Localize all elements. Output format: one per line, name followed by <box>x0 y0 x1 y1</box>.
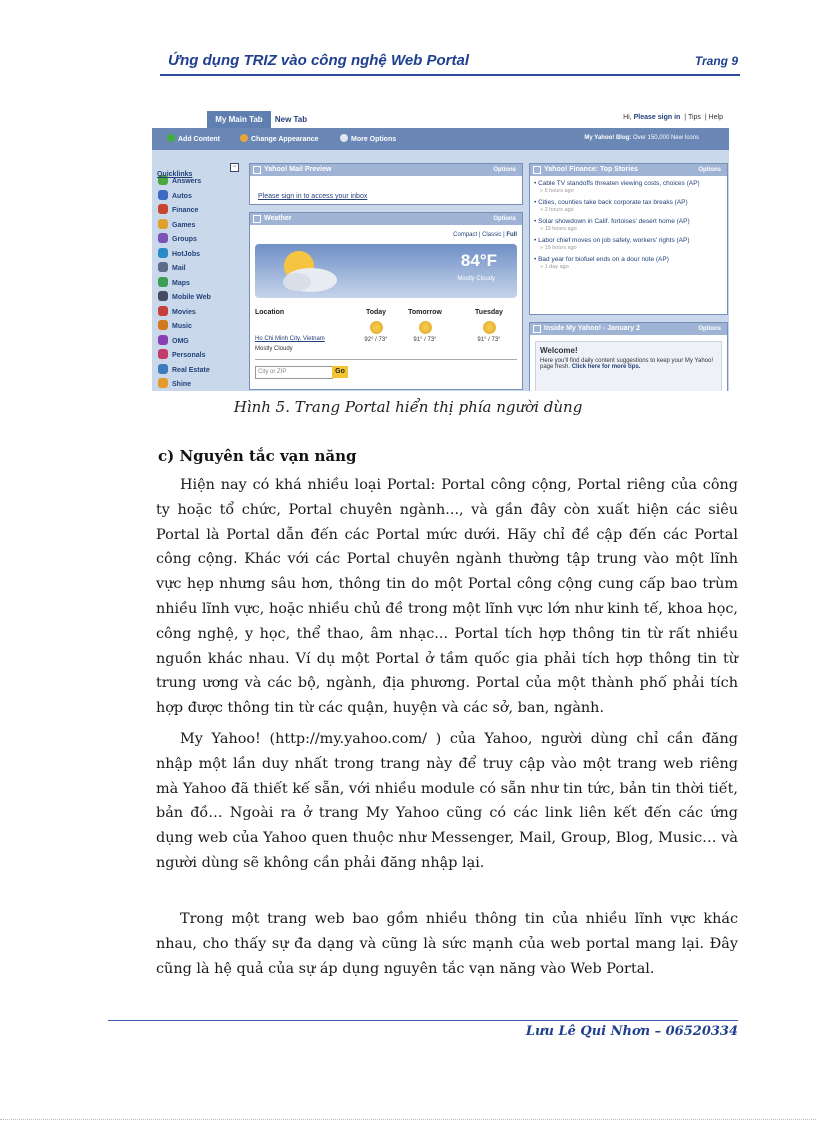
story-item[interactable] <box>534 255 723 270</box>
quicklinks-panel <box>152 163 242 391</box>
sun-cloud-icon <box>271 244 351 298</box>
quicklink-label: Real Estate <box>172 366 210 374</box>
quicklink-label: Finance <box>172 207 199 214</box>
story-item[interactable] <box>534 217 723 232</box>
quicklink-icon <box>158 349 168 359</box>
current-temp: 84°F <box>460 251 497 270</box>
quicklink-icon <box>158 248 168 258</box>
story-item[interactable] <box>534 236 723 251</box>
collapse-icon[interactable] <box>533 166 541 174</box>
quicklink-icon <box>158 219 168 229</box>
blog-notice[interactable]: My Yahoo! Blog: Over 150,000 New Icons <box>584 135 699 141</box>
story-item[interactable] <box>534 198 723 213</box>
plus-icon <box>167 134 175 142</box>
story-time: » 2 hours ago <box>540 207 574 213</box>
weather-icon <box>370 321 383 334</box>
quicklink-label: Mobile Web <box>172 294 211 301</box>
forecast-day <box>351 309 401 343</box>
go-button[interactable]: Go <box>332 366 348 378</box>
page-bottom-border <box>0 1119 816 1120</box>
quicklink-item[interactable] <box>152 335 242 350</box>
change-appearance-button[interactable]: Change Appearance <box>240 134 318 143</box>
quicklink-label: Autos <box>172 192 192 200</box>
quicklink-icon <box>158 378 168 388</box>
weather-options[interactable]: Options <box>493 216 516 222</box>
inside-panel: Inside My Yahoo! - January 2 Options Welcome! Here you'll find daily content suggestions to keep your My Yahoo! page fresh. Click here for more tips. <box>529 322 728 391</box>
quicklink-item[interactable] <box>152 378 242 391</box>
quicklink-item[interactable] <box>152 262 242 277</box>
gear-icon <box>340 134 348 142</box>
header-title: Ứng dụng TRIZ vào công nghệ Web Portal <box>168 52 470 69</box>
quicklink-icon <box>158 233 168 243</box>
quicklink-icon <box>158 204 168 214</box>
tips-link[interactable]: Tips <box>687 114 701 121</box>
quicklink-item[interactable] <box>152 233 242 248</box>
mail-signin-link[interactable]: Please sign in to access your inbox <box>258 193 368 200</box>
forecast-day <box>400 309 450 343</box>
welcome-text: Here you'll find daily content suggestions to keep your My Yahoo! page fresh. <box>540 358 714 370</box>
view-full[interactable]: Full <box>506 232 517 238</box>
story-headline[interactable]: • Solar showdown in Calif. fortoises' desert home (AP) <box>534 218 690 225</box>
story-time: » 19 hours ago <box>540 245 577 251</box>
quicklink-label: Shine <box>172 381 192 388</box>
quicklink-icon <box>158 262 168 272</box>
minimize-icon[interactable]: − <box>230 163 239 172</box>
quicklink-item[interactable] <box>152 306 242 321</box>
weather-banner <box>255 244 517 298</box>
weather-icon <box>483 321 496 334</box>
quicklink-label: Games <box>172 221 196 229</box>
current-condition: Mostly Cloudy <box>457 276 495 282</box>
tab-my-main[interactable]: My Main Tab <box>207 111 271 128</box>
story-time: » 5 hours ago <box>540 188 574 194</box>
paragraph-3: Trong một trang web bao gồm nhiều thông tin của nhiều lĩnh vực khác nhau, cho thấy sự đa dạng và cũng là sức mạnh của web portal mang lại. Đây cũng là hệ quả của sự áp dụng nguyên tắc vạn năng vào Web Portal. <box>156 911 738 977</box>
quicklink-label: Music <box>172 323 192 330</box>
quicklink-label: Mail <box>172 265 186 272</box>
location-condition: Mostly Cloudy <box>255 346 293 352</box>
quicklink-item[interactable] <box>152 219 242 234</box>
quicklink-label: Maps <box>172 279 190 287</box>
quicklink-item[interactable] <box>152 320 242 335</box>
quicklinks-title[interactable]: Quicklinks <box>157 171 193 178</box>
welcome-heading: Welcome! <box>540 346 578 355</box>
collapse-icon[interactable] <box>253 166 261 174</box>
portal-toolbar <box>152 128 729 150</box>
quicklink-label: HotJobs <box>172 250 200 258</box>
story-headline[interactable]: • Cities, counties take back corporate tax breaks (AP) <box>534 199 688 206</box>
mail-preview-panel: Yahoo! Mail Preview Options Please sign in to access your inbox <box>249 163 523 205</box>
collapse-icon[interactable] <box>253 215 261 223</box>
quicklink-icon <box>158 277 168 287</box>
header-rule <box>160 74 740 76</box>
zip-input[interactable]: City or ZIP <box>255 366 333 379</box>
forecast-day <box>464 309 514 343</box>
tab-new[interactable]: New Tab <box>274 115 308 124</box>
quicklink-label: Groups <box>172 236 197 243</box>
day-temps: 91° / 73° <box>413 337 437 343</box>
mail-options[interactable]: Options <box>493 167 516 173</box>
quicklink-label: Personals <box>172 352 206 359</box>
day-name: Tomorrow <box>408 309 442 316</box>
inside-options[interactable]: Options <box>698 326 721 332</box>
story-headline[interactable]: • Bad year for biofuel ends on a dour note (AP) <box>534 256 669 263</box>
signin-link[interactable]: Please sign in <box>633 114 681 121</box>
day-name: Tuesday <box>475 309 503 316</box>
quicklink-icon <box>158 320 168 330</box>
view-compact[interactable]: Compact <box>453 232 478 238</box>
quicklink-item[interactable] <box>152 364 242 379</box>
quicklink-label: OMG <box>172 337 189 345</box>
quicklink-icon <box>158 291 168 301</box>
figure-caption: Hình 5. Trang Portal hiển thị phía người dùng <box>233 398 583 416</box>
view-classic[interactable]: Classic <box>482 232 502 238</box>
quicklink-item[interactable] <box>152 277 242 292</box>
quicklink-item[interactable] <box>152 204 242 219</box>
quicklink-icon <box>158 306 168 316</box>
help-link[interactable]: Help <box>708 114 723 121</box>
paragraph-1: Hiện nay có khá nhiều loại Portal: Portal công cộng, Portal riêng của công ty hoặc tổ chức, Portal chuyên ngành..., và gần đây còn xuất hiện các siêu Portal là Portal dẫn đến các Portal mức dưới. Hãy chỉ đề cập đến các Portal công cộng. Khác với các Portal chuyên ngành thường tập trung vào một lĩnh vực hẹp nhưng sâu hơn, thông tin do một Portal công cộng cung cấp bao trùm nhiều lĩnh vực, hoặc nhiều chủ đề trong một lĩnh vực lớn như kinh tế, khoa học, công nghệ, y học, thể thao, âm nhạc... Portal tích hợp thông tin từ rất nhiều nguồn khác nhau. Ví dụ một Portal ở tầm quốc gia phải tích hợp thông tin từ trung ương và các bộ, ngành, địa phương. Portal của một thành phố phải tích hợp được thông tin từ các quận, huyện và các sở, ban, ngành. <box>156 477 738 717</box>
paragraph-2: My Yahoo! (http://my.yahoo.com/ ) của Yahoo, người dùng chỉ cần đăng nhập một lần duy nhất trong trang này để truy cập vào một trang web riêng mà Yahoo đã thiết kế sẵn, với nhiều module có sẵn như tin tức, bản tin thời tiết, bản đồ… Ngoài ra ở trang My Yahoo cũng có các link liên kết đến các ứng dụng web của Yahoo quen thuộc như Messenger, Mail, Group, Blog, Music… và người dùng sẽ không cần phải đăng nhập lại. <box>156 731 738 871</box>
weather-panel: Weather Options Compact | Classic | Full 84°F Mostly Cloudy Location Ho Chi Minh City, Vietnam Mostly Cloudy Today 92° / 73° Tomorrow 91° / 73° Tuesday 91° / 73° City or ZIP Go <box>249 212 523 390</box>
day-temps: 92° / 73° <box>364 337 388 343</box>
footer-author: Lưu Lê Qui Nhơn – 06520334 <box>525 1024 738 1039</box>
add-content-button[interactable]: Add Content <box>167 134 220 143</box>
finance-panel: Yahoo! Finance: Top Stories Options • Cable TV standoffs threaten viewing costs, choices (AP) » 5 hours ago • Cities, counties take back corporate tax breaks (AP) » 2 hours ago • Solar showdown in Calif. fortoises' desert home (AP) » 13 hours ago • Labor chief moves on job safety, workers' rights (AP) » 19 hours ago • Bad year for biofuel ends on a dour note (AP) » 1 day ago <box>529 163 728 315</box>
quicklink-item[interactable] <box>152 248 242 263</box>
footer-rule <box>108 1020 738 1021</box>
more-tips-link[interactable]: Click here for more tips. <box>571 364 641 370</box>
collapse-icon[interactable] <box>533 325 541 333</box>
story-time: » 13 hours ago <box>540 226 577 232</box>
weather-icon <box>419 321 432 334</box>
story-time: » 1 day ago <box>540 264 569 270</box>
location-link[interactable]: Ho Chi Minh City, Vietnam <box>255 336 325 342</box>
quicklink-item[interactable] <box>152 190 242 205</box>
day-temps: 91° / 73° <box>477 337 501 343</box>
quicklink-label: Movies <box>172 308 196 316</box>
signin-area: Hi, Please sign in | Tips | Help <box>623 114 723 121</box>
more-options-button[interactable]: More Options <box>340 134 396 143</box>
portal-topbar <box>152 108 729 128</box>
day-name: Today <box>365 309 387 316</box>
quicklink-label: Answers <box>172 178 202 185</box>
story-headline[interactable]: • Labor chief moves on job safety, workers' rights (AP) <box>534 237 690 244</box>
greeting: Hi, <box>623 114 632 121</box>
story-headline[interactable]: • Cable TV standoffs threaten viewing costs, choices (AP) <box>534 180 700 187</box>
story-item[interactable] <box>534 179 723 194</box>
finance-options[interactable]: Options <box>698 167 721 173</box>
quicklink-item[interactable] <box>152 291 242 306</box>
quicklink-icon <box>158 364 168 374</box>
section-heading: c) Nguyên tắc vạn năng <box>158 447 357 465</box>
page-number: Trang 9 <box>694 54 738 68</box>
palette-icon <box>240 134 248 142</box>
quicklink-item[interactable] <box>152 349 242 364</box>
quicklink-icon <box>158 190 168 200</box>
location-label: Location <box>255 309 285 316</box>
portal-screenshot <box>152 108 729 391</box>
quicklink-icon <box>158 335 168 345</box>
